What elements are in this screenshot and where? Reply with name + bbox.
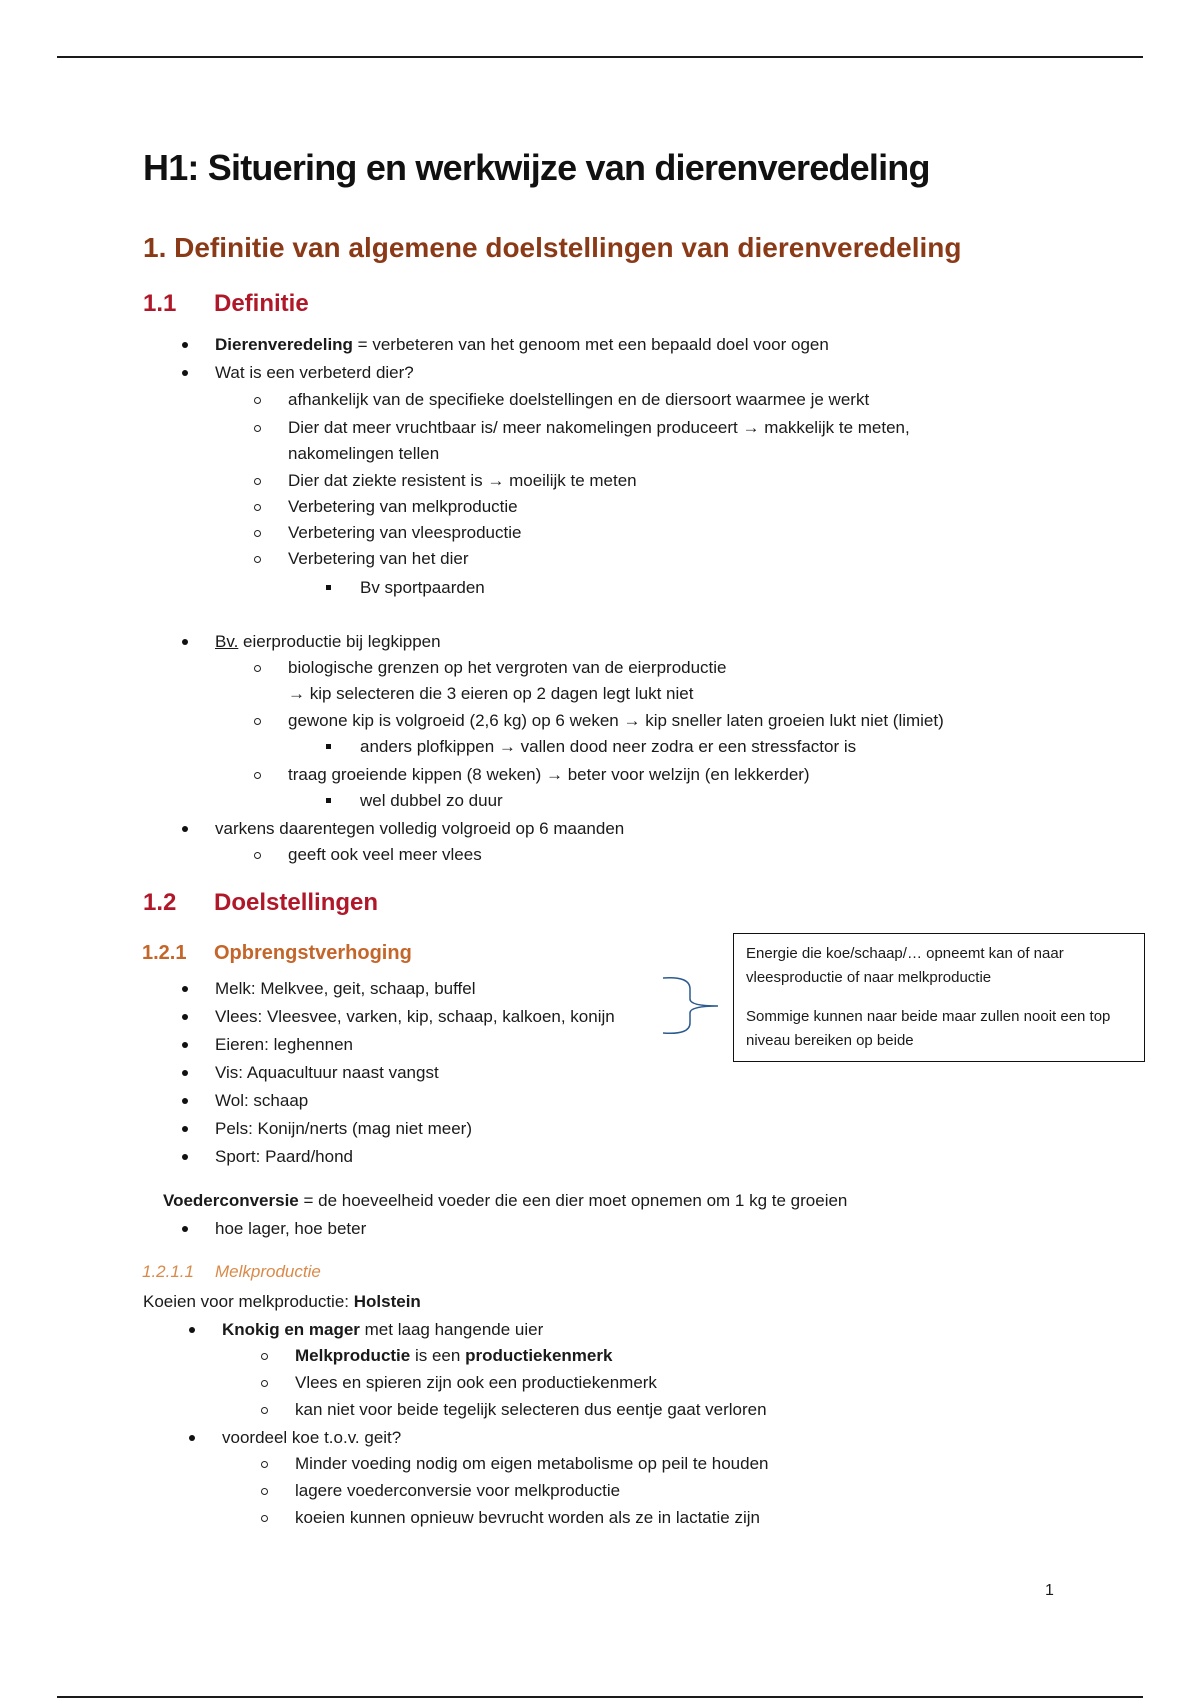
list-item: geeft ook veel meer vlees	[288, 845, 482, 864]
note-text: Energie die koe/schaap/… opneemt kan of naar vleesproductie of naar melkproductie	[746, 945, 1064, 986]
term: Dierenveredeling	[215, 335, 353, 354]
section-1-2-1-1-heading	[142, 1262, 442, 1282]
list-item: Eieren: leghennen	[215, 1035, 354, 1054]
list-item: Vlees: Vleesvee, varken, kip, schaap, kalkoen, konijn	[215, 1007, 615, 1026]
term: Melkproductie	[295, 1346, 411, 1365]
list-item: Verbetering van vleesproductie	[288, 523, 522, 542]
list-item: lagere voederconversie voor melkproductie	[295, 1481, 621, 1500]
list-item: hoe lager, hoe beter	[215, 1219, 367, 1238]
list-item-continuation: nakomelingen tellen	[288, 444, 440, 463]
section-number: 1.2.1	[142, 942, 187, 964]
list-item: Sport: Paard/hond	[215, 1147, 353, 1166]
example-prefix: Bv.	[215, 632, 239, 651]
document-title: H1: Situering en werkwijze van dierenveredeling	[143, 147, 930, 188]
list-item: Vis: Aquacultuur naast vangst	[215, 1063, 439, 1082]
list-item: Melk: Melkvee, geit, schaap, buffel	[215, 979, 476, 998]
example-text: eierproductie bij legkippen	[238, 632, 441, 651]
definition: = de hoeveelheid voeder die een dier moet opnemen om 1 kg te groeien	[298, 1191, 848, 1210]
note-text: Sommige kunnen naar beide maar zullen nooit een top niveau bereiken op beide	[746, 1008, 1111, 1049]
list-item	[295, 1346, 612, 1366]
list-item: Verbetering van het dier	[288, 549, 469, 568]
list-item: Verbetering van melkproductie	[288, 497, 518, 516]
list-item: Wat is een verbeterd dier?	[215, 363, 414, 382]
list-item: traag groeiende kippen (8 weken) → beter voor welzijn (en lekkerder)	[288, 765, 810, 784]
page-number: 1	[1045, 1582, 1054, 1599]
list-item-continuation: → kip selecteren die 3 eieren op 2 dagen legt lukt niet	[288, 684, 694, 703]
list-item	[222, 1320, 543, 1340]
text: Koeien voor melkproductie:	[143, 1292, 354, 1311]
term: Knokig en mager	[222, 1320, 360, 1339]
list-item: voordeel koe t.o.v. geit?	[222, 1428, 402, 1447]
paragraph	[143, 1292, 421, 1312]
list-item: wel dubbel zo duur	[360, 791, 503, 810]
text: is een	[410, 1346, 466, 1365]
term: productiekenmerk	[465, 1346, 613, 1365]
list-item: biologische grenzen op het vergroten van de eierproductie	[288, 658, 727, 677]
term: Voederconversie	[163, 1191, 299, 1210]
list-item	[215, 632, 441, 652]
list-item: Pels: Konijn/nerts (mag niet meer)	[215, 1119, 472, 1138]
list-item: afhankelijk van de specifieke doelstellingen en de diersoort waarmee je werkt	[288, 390, 870, 409]
top-rule	[57, 56, 1143, 58]
text: met laag hangende uier	[359, 1320, 544, 1339]
definition: = verbeteren van het genoom met een bepaald doel voor ogen	[352, 335, 829, 354]
section-1-2-1-heading	[142, 941, 442, 965]
section-number: 1.1	[143, 290, 177, 317]
list-item: Bv sportpaarden	[360, 578, 485, 597]
list-item: gewone kip is volgroeid (2,6 kg) op 6 weken → kip sneller laten groeien lukt niet (limiet)	[288, 711, 944, 730]
section-label: Definitie	[214, 290, 309, 317]
list-item: anders plofkippen → vallen dood neer zodra er een stressfactor is	[360, 737, 857, 756]
list-item: Dier dat ziekte resistent is → moeilijk te meten	[288, 471, 637, 490]
section-label: Opbrengstverhoging	[214, 942, 412, 964]
list-item: Minder voeding nodig om eigen metabolisme op peil te houden	[295, 1454, 769, 1473]
list-item: koeien kunnen opnieuw bevrucht worden als ze in lactatie zijn	[295, 1508, 760, 1527]
list-item: Dier dat meer vruchtbaar is/ meer nakomelingen produceert → makkelijk te meten,	[288, 418, 910, 437]
list-item: kan niet voor beide tegelijk selecteren dus eentje gaat verloren	[295, 1400, 767, 1419]
section-1-2-heading	[143, 889, 443, 917]
section-1-heading: 1. Definitie van algemene doelstellingen van dierenveredeling	[143, 232, 962, 263]
right-brace-icon	[660, 975, 720, 1037]
list-item: varkens daarentegen volledig volgroeid op 6 maanden	[215, 819, 625, 838]
list-item: Wol: schaap	[215, 1091, 309, 1110]
breed: Holstein	[353, 1292, 421, 1311]
section-number: 1.2.1.1	[142, 1262, 194, 1281]
section-label: Melkproductie	[215, 1262, 321, 1281]
note-box	[733, 933, 1145, 1062]
section-number: 1.2	[143, 889, 177, 916]
bottom-rule	[57, 1696, 1143, 1698]
list-item: Vlees en spieren zijn ook een productiekenmerk	[295, 1373, 657, 1392]
section-1-1-heading	[143, 290, 443, 318]
section-label: Doelstellingen	[214, 889, 379, 916]
voederconversie-definition	[163, 1191, 847, 1211]
list-item	[215, 335, 829, 355]
